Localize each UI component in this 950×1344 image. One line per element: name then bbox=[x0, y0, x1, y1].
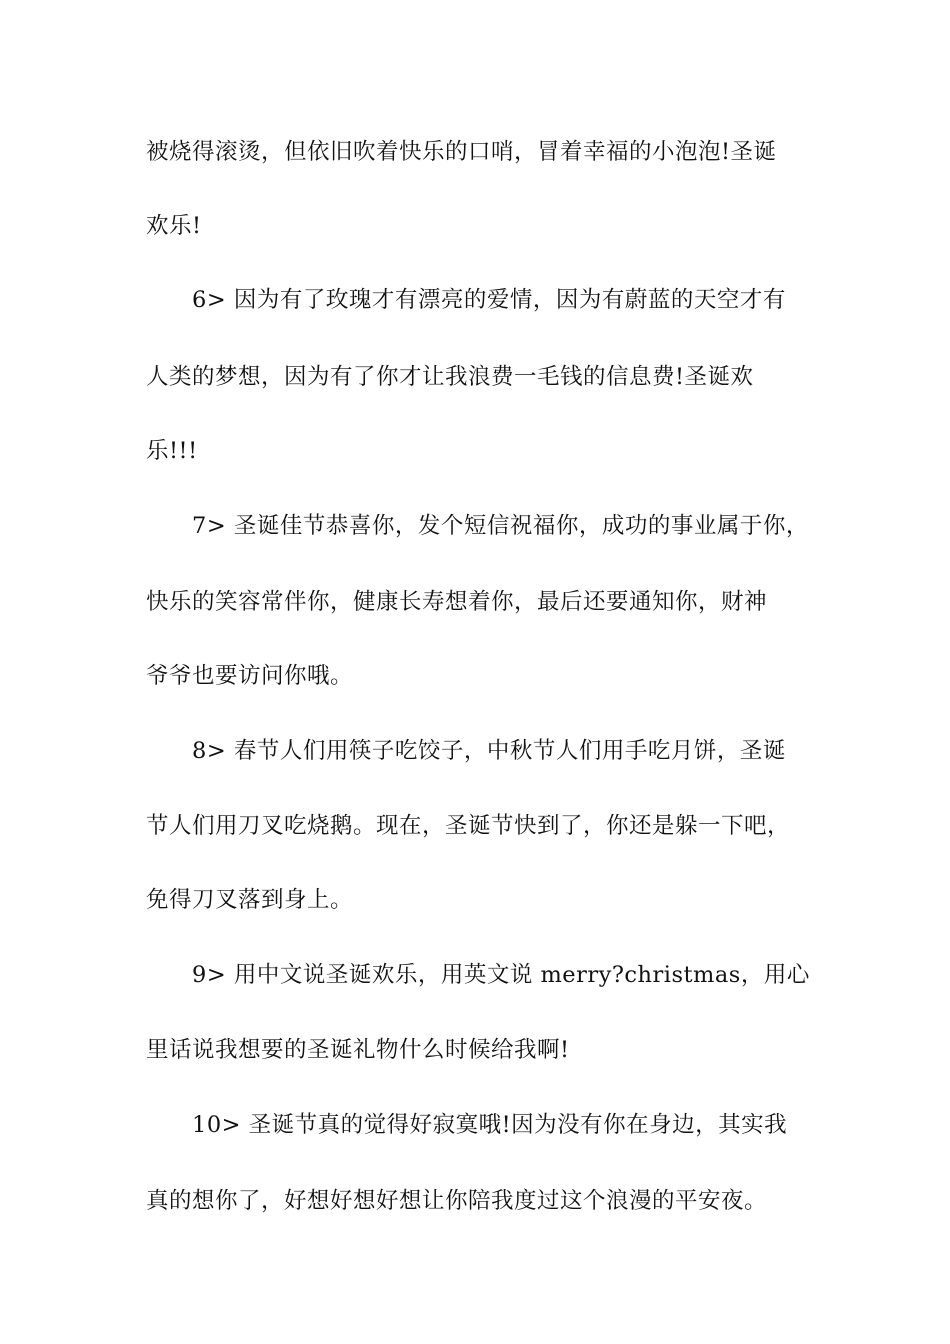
paragraph-7-start: 7> 圣诞佳节恭喜你，发个短信祝福你，成功的事业属于你， bbox=[192, 513, 809, 539]
paragraph-8-start: 8> 春节人们用筷子吃饺子，中秋节人们用手吃月饼，圣诞 bbox=[192, 738, 786, 764]
text-line: 里话说我想要的圣诞礼物什么时候给我啊! bbox=[146, 1037, 570, 1063]
text-line: 被烧得滚烫，但依旧吹着快乐的口哨，冒着幸福的小泡泡!圣诞 bbox=[146, 139, 777, 165]
text-line: 爷爷也要访问你哦。 bbox=[146, 663, 354, 689]
text-line: 真的想你了，好想好想好想让你陪我度过这个浪漫的平安夜。 bbox=[146, 1188, 768, 1214]
text-line: 快乐的笑容常伴你，健康长寿想着你，最后还要通知你，财神 bbox=[146, 589, 768, 615]
paragraph-6-start: 6> 因为有了玫瑰才有漂亮的爱情，因为有蔚蓝的天空才有 bbox=[192, 287, 786, 313]
text-line: 人类的梦想，因为有了你才让我浪费一毛钱的信息费!圣诞欢 bbox=[146, 364, 754, 390]
text-line: 乐!!! bbox=[146, 438, 198, 464]
text-line: 节人们用刀叉吃烧鹅。现在，圣诞节快到了，你还是躲一下吧， bbox=[146, 813, 791, 839]
text-line: 免得刀叉落到身上。 bbox=[146, 887, 354, 913]
paragraph-9-start: 9> 用中文说圣诞欢乐，用英文说 merry?christmas，用心 bbox=[192, 962, 810, 988]
text-line: 欢乐! bbox=[146, 213, 202, 239]
paragraph-10-start: 10> 圣诞节真的觉得好寂寞哦!因为没有你在身边，其实我 bbox=[192, 1112, 788, 1138]
